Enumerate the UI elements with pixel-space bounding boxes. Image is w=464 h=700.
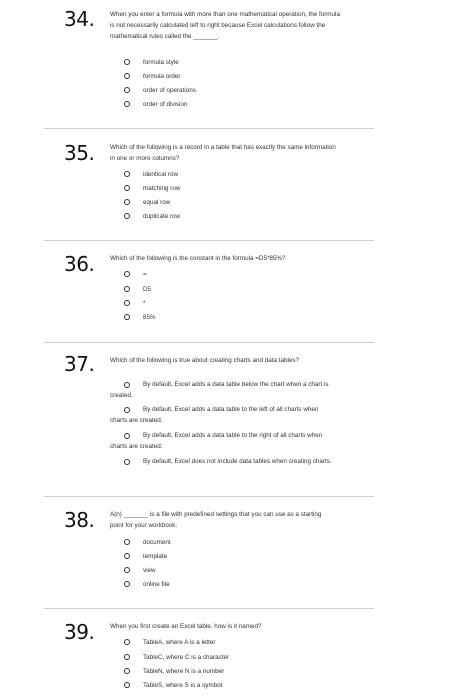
answer-option-label: online file (143, 581, 170, 588)
answer-option-label: order of operations (143, 87, 196, 94)
answer-option-label: formula order (143, 73, 181, 80)
answer-option[interactable] (0, 86, 464, 98)
radio-button[interactable] (124, 199, 130, 205)
question-text: When you enter a formula with more than one mathematical operation, the formula is not necessarily calculated left to right because Excel calculations follow the mathematical rules called the _______. (110, 11, 340, 40)
question-divider (44, 342, 374, 343)
answer-option-label: TableS, where S is a symbol (143, 682, 223, 689)
answer-option-label: By default, Excel adds a data table to the right of all charts when charts are created. (110, 432, 323, 450)
answer-option-label: D5 (143, 286, 152, 293)
question-text: When you first create an Excel table, how is it named? (110, 623, 262, 630)
radio-button[interactable] (124, 271, 130, 277)
question-text: Which of the following is a record in a table that has exactly the same information in one or more columns? (110, 144, 336, 162)
radio-button[interactable] (124, 581, 130, 587)
question-text: A(n) _______ is a file with predefined settings that you can use as a starting point for your workbook. (110, 511, 322, 529)
answer-option-label: document (143, 539, 171, 546)
answer-option-label: By default, Excel adds a data table to the left of all charts when charts are created. (110, 406, 319, 424)
question-text: Which of the following is the constant in the formula =D5*85%? (110, 255, 286, 262)
question-divider (44, 608, 374, 609)
answer-option-label: * (143, 300, 146, 307)
answer-option[interactable] (0, 198, 464, 210)
answer-option[interactable] (0, 170, 464, 182)
answer-option-label: template (143, 553, 168, 560)
radio-button[interactable] (124, 567, 130, 573)
answer-option[interactable] (0, 638, 464, 650)
answer-option[interactable] (0, 72, 464, 84)
answer-option-label: formula style (143, 59, 179, 66)
answer-option[interactable] (0, 653, 464, 665)
answer-option-label: view (143, 567, 156, 574)
question-number: 34. (64, 7, 95, 31)
radio-button[interactable] (124, 171, 130, 177)
answer-option[interactable] (0, 270, 464, 282)
radio-button[interactable] (124, 59, 130, 65)
answer-option-label: TableN, where N is a number (143, 668, 225, 675)
answer-option-label: duplicate row (143, 213, 181, 220)
question-divider (44, 128, 374, 129)
answer-option-label: equal row (143, 199, 171, 206)
radio-button[interactable] (124, 286, 130, 292)
radio-button[interactable] (124, 87, 130, 93)
answer-option[interactable] (0, 580, 464, 592)
answer-option[interactable] (0, 285, 464, 297)
answer-option[interactable] (0, 100, 464, 112)
answer-option-label: TableC, where C is a character (143, 654, 230, 661)
radio-button[interactable] (124, 654, 130, 660)
answer-option-label: 85% (143, 314, 156, 321)
question-number: 38. (64, 508, 95, 532)
radio-button[interactable] (124, 539, 130, 545)
radio-button[interactable] (124, 314, 130, 320)
question-number: 39. (64, 620, 95, 644)
radio-button[interactable] (124, 639, 130, 645)
radio-button[interactable] (124, 553, 130, 559)
radio-button[interactable] (124, 185, 130, 191)
answer-option-label: TableA, where A is a letter (143, 639, 216, 646)
radio-button[interactable] (124, 73, 130, 79)
answer-option-label: = (143, 271, 147, 278)
question-divider (44, 240, 374, 241)
answer-option[interactable] (0, 313, 464, 325)
question-divider (44, 496, 374, 497)
answer-option-label: By default, Excel adds a data table below the chart when a chart is created. (110, 381, 329, 399)
radio-button[interactable] (124, 101, 130, 107)
answer-option-label: identical row (143, 171, 178, 178)
answer-option[interactable] (0, 566, 464, 578)
answer-option[interactable] (0, 681, 464, 693)
answer-option-label: By default, Excel does not include data tables when creating charts. (143, 458, 332, 465)
answer-option-label: matching row (143, 185, 181, 192)
question-number: 35. (64, 141, 95, 165)
answer-option[interactable] (0, 58, 464, 70)
radio-button[interactable] (124, 682, 130, 688)
answer-option[interactable] (0, 184, 464, 196)
answer-option[interactable] (0, 552, 464, 564)
question-number: 37. (64, 352, 95, 376)
question-text: Which of the following is true about creating charts and data tables? (110, 357, 300, 364)
answer-option[interactable] (0, 212, 464, 224)
answer-option-label: order of division (143, 101, 188, 108)
answer-option[interactable] (0, 299, 464, 311)
answer-option[interactable] (0, 667, 464, 679)
question-number: 36. (64, 252, 95, 276)
radio-button[interactable] (124, 300, 130, 306)
radio-button[interactable] (124, 668, 130, 674)
answer-option[interactable] (0, 538, 464, 550)
radio-button[interactable] (124, 213, 130, 219)
